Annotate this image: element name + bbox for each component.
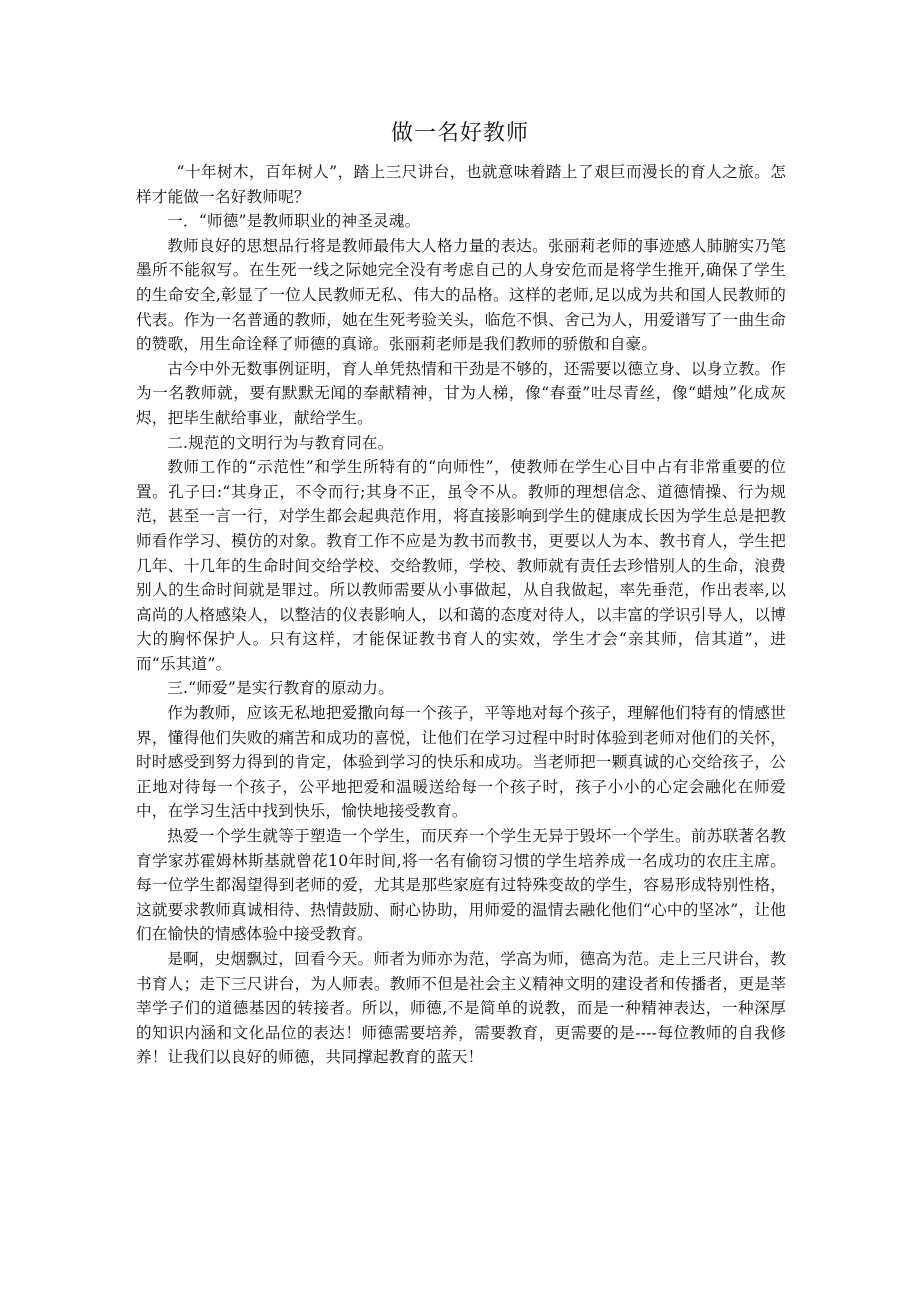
section-3-heading: 三.“师爱”是实行教育的原动力。 bbox=[167, 679, 395, 698]
section-1-paragraph-1: 教师良好的思想品行将是教师最伟大人格力量的表达。张丽莉老师的事迹感人肺腑实乃笔墨所不能叙写。在生死一线之际她完全没有考虑自己的人身安危而是将学生推开,确保了学生的生命安全,彰显了一位人民教师无私、伟大的品格。这样的老师,足以成为共和国人民教师的代表。作为一名普通的教师，她在生死考验关头，临危不惧、舍己为人，用爱谱写了一曲生命的赞歌，用生命诠释了师德的真谛。张丽莉老师是我们教师的骄傲和自豪。 bbox=[136, 236, 786, 354]
section-3-paragraph-3: 是啊，史烟飘过，回看今天。师者为师亦为范，学高为师，德高为范。走上三尺讲台，教书育人；走下三尺讲台，为人师表。教师不但是社会主义精神文明的建设者和传播者，更是莘莘学子们的道德基因的转接者。所以，师德,不是简单的说教，而是一种精神表达，一种深厚的知识内涵和文化品位的表达！师德需要培养，需要教育，更需要的是----每位教师的自我修养！让我们以良好的师德，共同撑起教育的蓝天！ bbox=[136, 950, 786, 1067]
section-3-paragraph-2: 热爱一个学生就等于塑造一个学生，而厌弃一个学生无异于毁坏一个学生。前苏联著名教育学家苏霍姆林斯基就曾花10年时间,将一名有偷窃习惯的学生培养成一名成功的农庄主席。每一位学生都渴望得到老师的爱，尤其是那些家庭有过特殊变故的学生，容易形成特别性格，这就要求教师真诚相待、热情鼓励、耐心协助，用师爱的温情去融化他们“心中的坚冰”，让他们在愉快的情感体验中接受教育。 bbox=[136, 827, 786, 944]
section-2-heading: 二.规范的文明行为与教育同在。 bbox=[167, 433, 394, 452]
section-1-paragraph-2: 古今中外无数事例证明，育人单凭热情和干劲是不够的，还需要以德立身、以身立教。作为一名教师就，要有默默无闻的奉献精神，甘为人梯，像“春蚕”吐尽青丝，像“蜡烛”化成灰烬，把毕生献给事业，献给学生。 bbox=[136, 359, 786, 427]
document-body bbox=[136, 160, 786, 1070]
section-3-paragraph-1: 作为教师，应该无私地把爱撒向每一个孩子，平等地对每个孩子，理解他们特有的情感世界，懂得他们失败的痛苦和成功的喜悦，让他们在学习过程中时时体验到老师对他们的关怀，时时感受到努力得到的肯定，体验到学习的快乐和成功。当老师把一颗真诚的心交给孩子，公正地对待每一个孩子，公平地把爱和温暖送给每一个孩子时，孩子小小的心定会融化在师爱中，在学习生活中找到快乐，愉快地接受教育。 bbox=[136, 704, 786, 821]
intro-paragraph: “十年树木，百年树人”，踏上三尺讲台，也就意味着踏上了艰巨而漫长的育人之旅。怎样才能做一名好教师呢？ bbox=[136, 163, 786, 206]
document-title: 做一名好教师 bbox=[390, 121, 529, 146]
section-1-heading: 一．“师德”是教师职业的神圣灵魂。 bbox=[167, 212, 421, 231]
section-2-paragraph-1: 教师工作的“示范性”和学生所特有的“向师性”，使教师在学生心目中占有非常重要的位置。孔子曰:“其身正，不令而行;其身不正，虽令不从。教师的理想信念、道德情操、行为规范，甚至一言一行，对学生都会起典范作用，将直接影响到学生的健康成长因为学生总是把教师看作学习、模仿的对象。教育工作不应是为教书而教书，更要以人为本、教书育人，学生把几年、十几年的生命时间交给学校、交给教师，学校、教师就有责任去珍惜别人的生命，浪费别人的生命时间就是罪过。所以教师需要从小事做起，从自我做起，率先垂范，作出表率,以高尚的人格感染人，以整洁的仪表影响人，以和蔼的态度对待人，以丰富的学识引导人，以博大的胸怀保护人。只有这样，才能保证教书育人的实效，学生才会“亲其师，信其道”，进而“乐其道”。 bbox=[136, 458, 786, 673]
